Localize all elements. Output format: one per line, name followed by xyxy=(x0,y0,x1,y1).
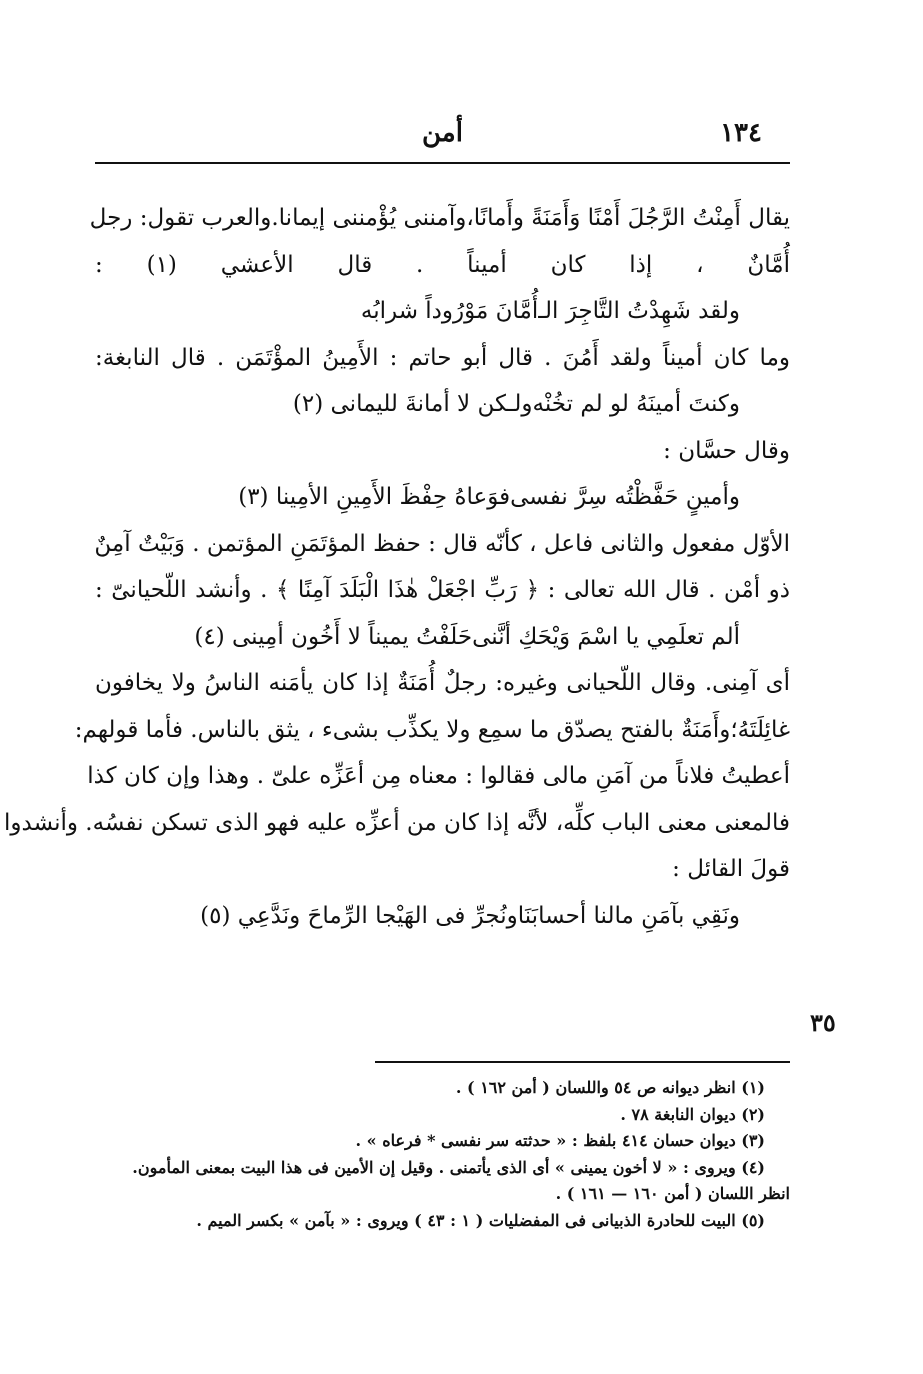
verse-first-hemistich: وأمينٍ حَفَّظْتُه سِرَّ نفسى xyxy=(510,484,740,510)
verse-first-hemistich: ولقد شَهِدْتُ التَّاجِرَ الـ xyxy=(538,298,740,324)
footnote: (٤) ويروى : « لا أخون يمينى » أى الذى يأتمنى . وقيل إن الأمين فى هذا البيت بمعنى المأمون. xyxy=(132,1157,765,1177)
verse-line xyxy=(95,893,790,940)
verse-line xyxy=(95,381,790,428)
footnotes xyxy=(95,1075,790,1234)
prose-line: وقال حسَّان : xyxy=(663,437,790,464)
prose-line: قولَ القائل : xyxy=(672,856,790,882)
verse-second-hemistich: ولـكن لا أمانةَ لليمانى (٢) xyxy=(292,391,533,417)
verse-line xyxy=(95,474,790,521)
margin-line-number: ٣٥ xyxy=(810,1008,836,1037)
footnote: انظر اللسان ( أمن ١٦٠ — ١٦١ ) . xyxy=(555,1184,790,1203)
page-number: ١٣٤ xyxy=(720,118,762,148)
verse-first-hemistich: ألم تعلَمِي يا اسْمَ وَيْحَكِ أنَّنى xyxy=(472,623,740,650)
footnote: (٣) ديوان حسان ٤١٤ بلفظ : « حدثته سر نفسى * فرعاه » . xyxy=(355,1131,765,1150)
footnote: (٥) البيت للحادرة الذبيانى فى المفضليات ( ١ : ٤٣ ) ويروى : « بآمن » بكسر الميم . xyxy=(196,1210,765,1230)
verse-first-hemistich: وكنتَ أمينَهُ لو لم تخُنْه xyxy=(532,391,740,417)
header-rule xyxy=(95,162,790,164)
verse-second-hemistich: أُمَّانَ مَوْرُوداً شرابُه xyxy=(360,298,539,324)
verse-second-hemistich: فوَعاهُ حِفْظَ الأَمِينِ الأمِينا (٣) xyxy=(238,484,511,510)
footnote: (١) انظر ديوانه ص ٥٤ واللسان ( أمن ١٦٢ ) . xyxy=(455,1078,765,1097)
prose-line: وما كان أميناً ولقد أَمُنَ . قال أبو حاتم : الأَمِينُ المؤْتَمَن . قال النابغة: xyxy=(95,344,790,371)
footnote-rule xyxy=(375,1061,790,1063)
page-header xyxy=(95,118,790,158)
verse-first-hemistich: ونَقِي بآمَنِ مالنا أحسابَنَا xyxy=(517,902,740,929)
prose-line: فالمعنى معنى الباب كلِّه، لأنَّه إذا كان من أعزِّه عليه فهو الذى تسكن نفسُه. وأنشدوا xyxy=(4,809,790,836)
prose-line: يقال أَمِنْتُ الرَّجُلَ أَمْنًا وَأَمَنَةً وأَمانًا،وآمننى يُؤْمننى إيمانا.والعرب تقول: رجل xyxy=(89,205,790,231)
prose-line: أعطيتُ فلاناً من آمَنِ مالى فقالوا : معناه مِن أعَزِّه علىّ . وهذا وإن كان كذا xyxy=(87,763,790,789)
prose-line: الأوّل مفعول والثانى فاعل ، كأنّه قال : حفظ المؤتَمَنِ المؤتمن . وَبَيْتٌ آمِنٌ xyxy=(94,530,790,557)
footnote: (٢) ديوان النابغة ٧٨ . xyxy=(620,1104,765,1124)
prose-line: أُمَّانٌ ، إذا كان أميناً . قال الأعشي (١) : xyxy=(95,251,790,278)
verse-second-hemistich: ونُجرِّ فى الهَيْجا الرِّماحَ ونَدَّعِي (٥) xyxy=(200,902,518,929)
verse-line xyxy=(95,288,790,335)
prose-line: ذو أمْن . قال الله تعالى : ﴿ رَبِّ اجْعَلْ هٰذَا الْبَلَدَ آمِنًا ﴾ . وأنشد اللّحيانىّ : xyxy=(95,577,790,603)
prose-line: غائِلَتَهُ؛وأَمَنَةٌ بالفتح يصدّق ما سمِع ولا يكذِّب بشىء ، يثق بالناس. فأما قولهم: xyxy=(74,716,790,743)
main-text xyxy=(4,195,790,939)
prose-line: أى آمِنى. وقال اللّحيانى وغيره: رجلٌ أُمَنَةٌ إذا كان يأمَنه الناسُ ولا يخافون xyxy=(95,670,790,696)
verse-line xyxy=(95,614,790,661)
running-title: أمن xyxy=(422,118,463,148)
verse-second-hemistich: حَلَفْتُ يميناً لا أَخُون أمِينى (٤) xyxy=(194,623,473,650)
